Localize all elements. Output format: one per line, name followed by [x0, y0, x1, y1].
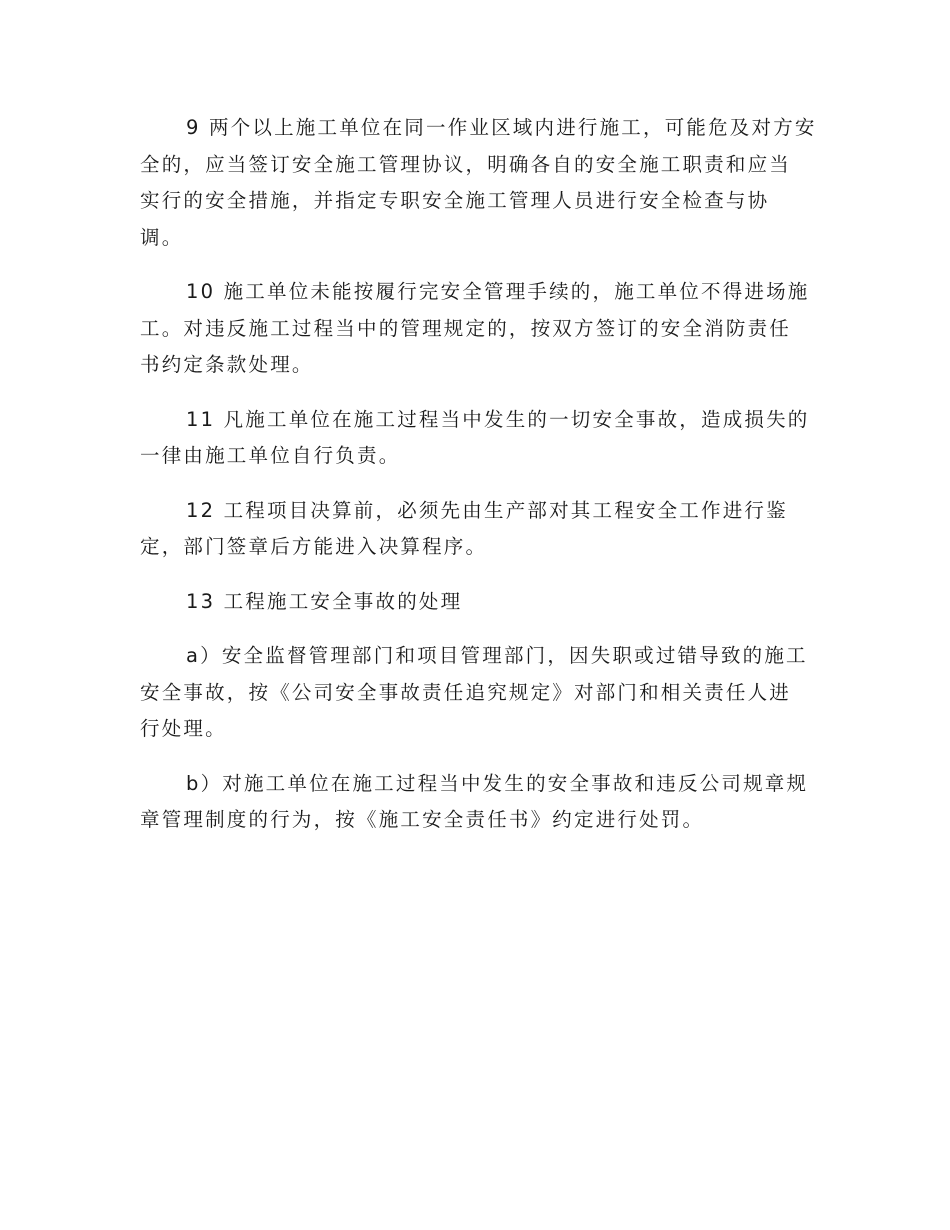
- paragraph-line: 实行的安全措施，并指定专职安全施工管理人员进行安全检查与协: [140, 189, 770, 212]
- document-body: [140, 110, 817, 857]
- paragraph-line: 10 施工单位未能按履行完安全管理手续的，施工单位不得进场施: [186, 280, 810, 303]
- paragraph-line: b）对施工单位在施工过程当中发生的安全事故和违反公司规章规: [186, 771, 809, 795]
- paragraph-line: 12 工程项目决算前，必须先由生产部对其工程安全工作进行鉴: [186, 498, 788, 522]
- paragraph-12: [140, 493, 808, 566]
- paragraph-line: 9 两个以上施工单位在同一作业区域内进行施工，可能危及对方安: [186, 116, 817, 139]
- paragraph-10: [140, 274, 808, 384]
- paragraph-13-heading: [140, 584, 808, 621]
- paragraph-b: [140, 766, 808, 839]
- paragraph-line: 调。: [140, 225, 184, 249]
- paragraph-line: 13 工程施工安全事故的处理: [186, 589, 463, 613]
- paragraph-line: 定，部门签章后方能进入决算程序。: [140, 535, 488, 558]
- paragraph-line: 11 凡施工单位在施工过程当中发生的一切安全事故，造成损失的: [186, 407, 810, 431]
- paragraph-line: 章管理制度的行为，按《施工安全责任书》约定进行处罚。: [140, 808, 705, 831]
- paragraph-line: 一律由施工单位自行负责。: [140, 444, 401, 467]
- paragraph-line: 全的，应当签订安全施工管理协议，明确各自的安全施工职责和应当: [140, 152, 792, 176]
- paragraph-line: 书约定条款处理。: [140, 353, 314, 376]
- paragraph-9: [140, 110, 817, 256]
- paragraph-line: 工。对违反施工过程当中的管理规定的，按双方签订的安全消防责任: [140, 316, 792, 340]
- paragraph-line: a）安全监督管理部门和项目管理部门，因失职或过错导致的施工: [186, 644, 808, 667]
- paragraph-line: 安全事故，按《公司安全事故责任追究规定》对部门和相关责任人进: [140, 680, 792, 704]
- paragraph-11: [140, 402, 808, 475]
- paragraph-line: 行处理。: [140, 717, 227, 740]
- paragraph-a: [140, 638, 808, 748]
